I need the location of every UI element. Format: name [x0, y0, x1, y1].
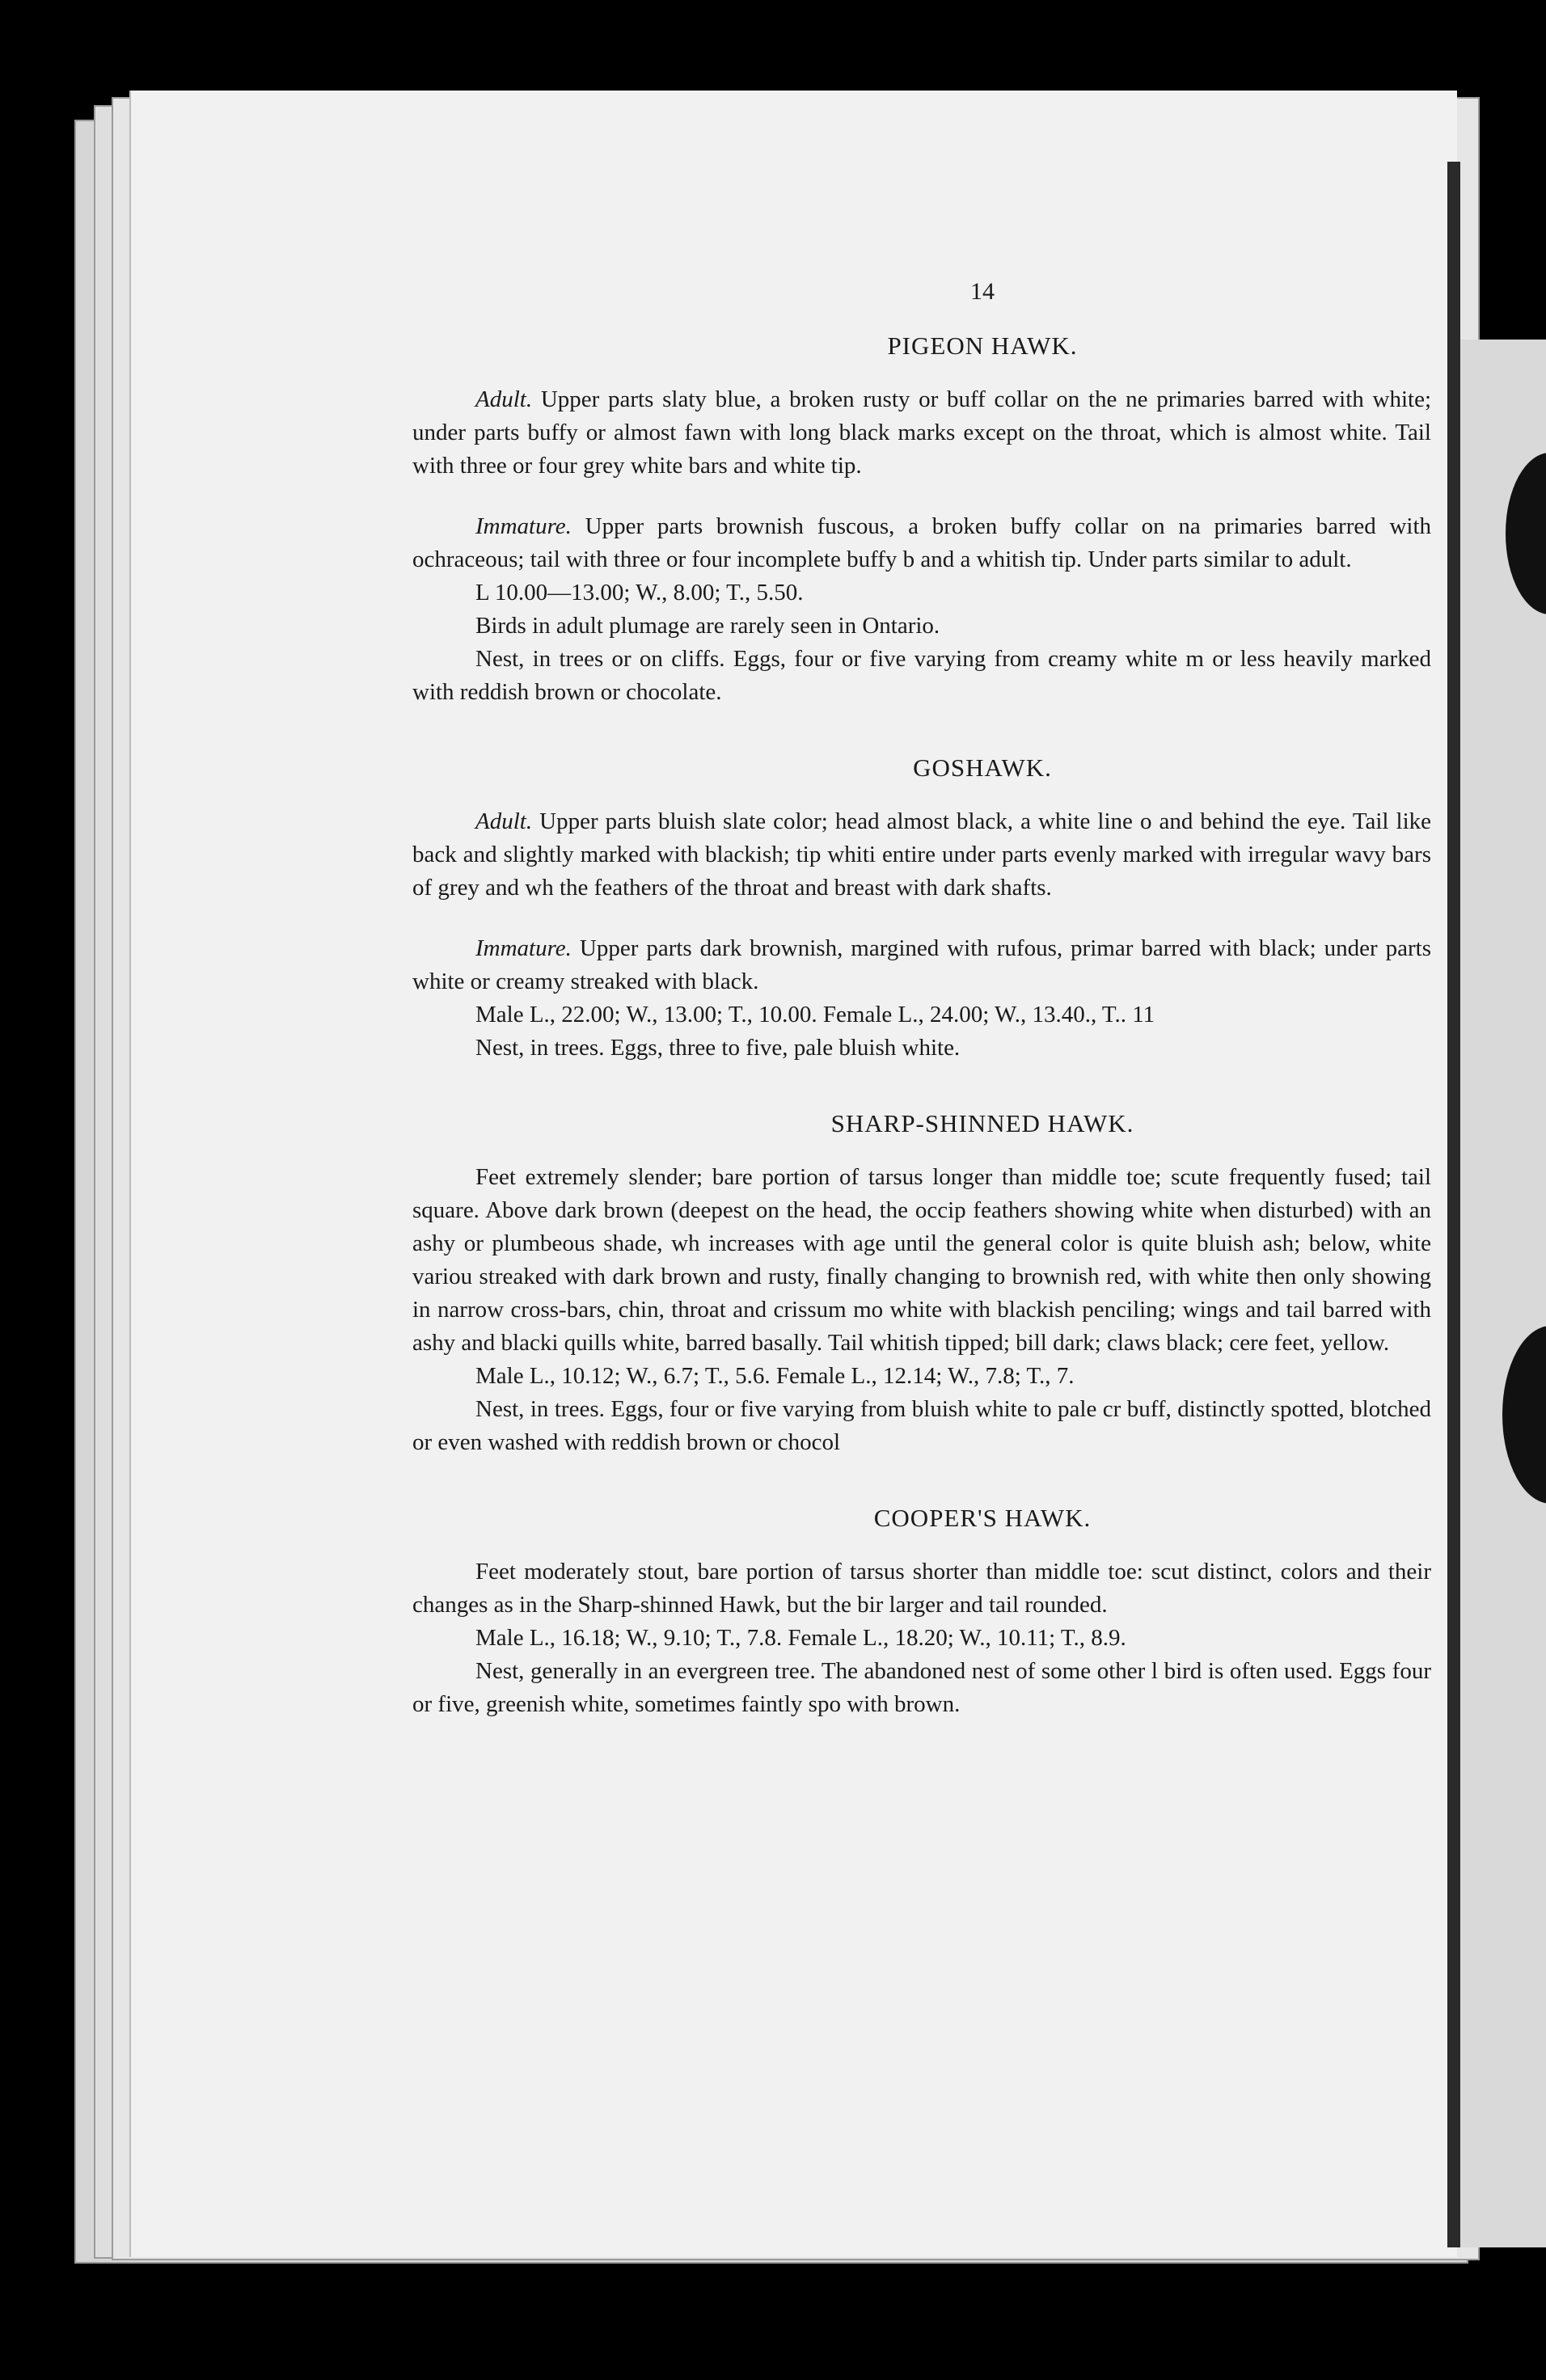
section-title: COOPER'S HAWK. — [873, 1504, 1092, 1532]
paragraph: Male L., 10.12; W., 6.7; T., 5.6. Female L., 12.14; W., 7.8; T., 7. — [475, 1363, 1075, 1389]
paragraph: Nest, in trees. Eggs, four or five varying from bluish white to pale cr buff, distinctly spotted, blotched or even washed with reddish brown or chocol — [412, 1396, 1431, 1455]
section-coopers-hawk — [412, 1501, 1431, 1721]
paragraph: Nest, in trees. Eggs, three to five, pale bluish white. — [475, 1035, 961, 1061]
paragraph-label: Immature. — [475, 935, 572, 961]
book-spine — [1447, 162, 1460, 2247]
section-title: GOSHAWK. — [913, 753, 1052, 782]
paragraph-label: Adult. — [475, 808, 533, 834]
section-title: SHARP-SHINNED HAWK. — [830, 1109, 1134, 1137]
paragraph — [412, 510, 1431, 576]
paragraph — [412, 805, 1431, 905]
paragraph: Nest, generally in an evergreen tree. The abandoned nest of some other l bird is often used. Eggs four or five, greenish white, sometimes faintly spo with brown. — [412, 1658, 1431, 1717]
paragraph: Feet moderately stout, bare portion of tarsus shorter than middle toe: scut distinct, colors and their changes as in the Sharp-shinned Hawk, but the bir larger and tail rounded. — [412, 1559, 1431, 1618]
section-goshawk — [412, 751, 1431, 1065]
paragraph-text: Upper parts bluish slate color; head almost black, a white line o and behind the eye. Tail like back and slightly marked with blackish; tip whiti entire under parts evenly marked with irregular wavy bars of grey and wh the feathers of the throat and breast with dark shafts. — [412, 808, 1432, 901]
page-number: 14 — [970, 278, 995, 305]
paragraph-label: Immature. — [475, 513, 572, 539]
paragraph: L 10.00—13.00; W., 8.00; T., 5.50. — [475, 580, 804, 606]
paragraph: Feet extremely slender; bare portion of tarsus longer than middle toe; scute frequently fused; tail square. Above dark brown (deepest on the head, the occip feathers showing white when disturbed) with an ashy or plumbeous shade, wh increases with age until the general color is quite bluish ash; below, white variou streaked with dark brown and rusty, finally changing to brownish red, with white then only showing in narrow cross-bars, chin, throat and crissum mo white with blackish penciling; wings and tail barred with ashy and blacki quills white, barred basally. Tail whitish tipped; bill dark; claws black; cere feet, yellow. — [412, 1164, 1431, 1356]
paragraph-label: Adult. — [475, 386, 533, 412]
paragraph: Male L., 22.00; W., 13.00; T., 10.00. Female L., 24.00; W., 13.40., T.. 11 — [475, 1002, 1155, 1028]
paragraph-text: Upper parts brownish fuscous, a broken buffy collar on na primaries barred with ochraceous; tail with three or four incomplete buffy b and a whitish tip. Under parts similar to adult. — [412, 513, 1432, 572]
adjacent-page — [1455, 340, 1546, 2247]
paragraph-text: Upper parts dark brownish, margined with rufous, primar barred with black; under parts white or creamy streaked with black. — [412, 935, 1432, 994]
paragraph: Male L., 16.18; W., 9.10; T., 7.8. Female L., 18.20; W., 10.11; T., 8.9. — [475, 1625, 1126, 1651]
paragraph-text: Upper parts slaty blue, a broken rusty or buff collar on the ne primaries barred with white; under parts buffy or almost fawn with long black marks except on the throat, which is almost white. Tail with three or four grey white bars and white tip. — [412, 386, 1432, 479]
page-text — [412, 275, 1431, 1763]
paragraph — [412, 932, 1431, 998]
section-sharp-shinned-hawk — [412, 1107, 1431, 1459]
section-pigeon-hawk — [412, 329, 1431, 709]
paragraph: Nest, in trees or on cliffs. Eggs, four or five varying from creamy white m or less heavily marked with reddish brown or chocolate. — [412, 646, 1431, 705]
paragraph — [412, 383, 1431, 483]
section-title: PIGEON HAWK. — [887, 331, 1078, 360]
paragraph: Birds in adult plumage are rarely seen in Ontario. — [475, 613, 940, 639]
